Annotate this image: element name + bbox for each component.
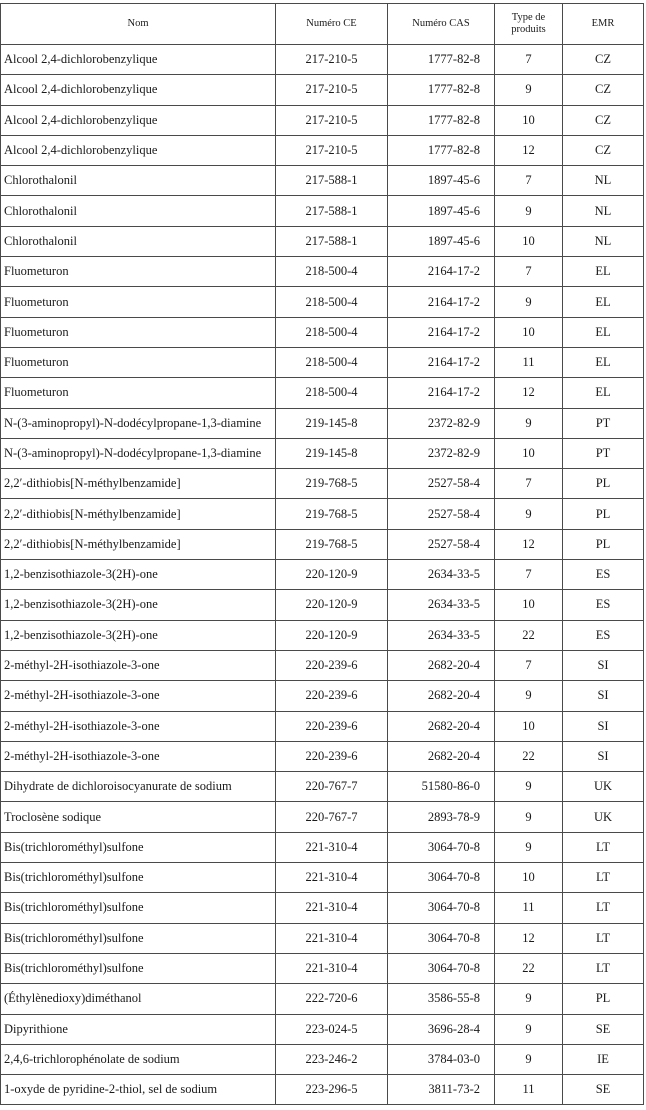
cell-nom: Fluometuron xyxy=(1,257,276,287)
table-row xyxy=(1,438,644,468)
cell-numero-ce: 218-500-4 xyxy=(276,257,388,287)
table-row xyxy=(1,681,644,711)
cell-nom: 1-oxyde de pyridine-2-thiol, sel de sodium xyxy=(1,1075,276,1105)
cell-type-produits: 22 xyxy=(495,741,563,771)
table-row xyxy=(1,984,644,1014)
table-row xyxy=(1,499,644,529)
cell-numero-cas: 2164-17-2 xyxy=(388,317,495,347)
cell-type-produits: 22 xyxy=(495,953,563,983)
table-row xyxy=(1,863,644,893)
cell-numero-ce: 219-145-8 xyxy=(276,438,388,468)
cell-numero-cas: 2893-78-9 xyxy=(388,802,495,832)
cell-type-produits: 10 xyxy=(495,226,563,256)
cell-emr: ES xyxy=(563,560,644,590)
header-numero-cas: Numéro CAS xyxy=(388,4,495,45)
cell-type-produits: 7 xyxy=(495,650,563,680)
table-row xyxy=(1,317,644,347)
cell-type-produits: 9 xyxy=(495,984,563,1014)
cell-emr: NL xyxy=(563,196,644,226)
table-row xyxy=(1,650,644,680)
cell-numero-cas: 2682-20-4 xyxy=(388,650,495,680)
cell-numero-ce: 217-210-5 xyxy=(276,135,388,165)
cell-numero-cas: 1897-45-6 xyxy=(388,226,495,256)
cell-emr: NL xyxy=(563,226,644,256)
cell-nom: Chlorothalonil xyxy=(1,196,276,226)
cell-emr: UK xyxy=(563,802,644,832)
cell-numero-cas: 1777-82-8 xyxy=(388,105,495,135)
cell-emr: CZ xyxy=(563,105,644,135)
cell-numero-cas: 2372-82-9 xyxy=(388,408,495,438)
table-row xyxy=(1,953,644,983)
header-numero-ce: Numéro CE xyxy=(276,4,388,45)
cell-numero-cas: 2527-58-4 xyxy=(388,499,495,529)
header-type-line1: Type de xyxy=(511,12,546,23)
cell-nom: Bis(trichlorométhyl)sulfone xyxy=(1,832,276,862)
cell-type-produits: 9 xyxy=(495,1044,563,1074)
table-row xyxy=(1,408,644,438)
cell-numero-cas: 2527-58-4 xyxy=(388,529,495,559)
cell-numero-ce: 220-120-9 xyxy=(276,590,388,620)
header-row xyxy=(1,4,644,45)
cell-emr: CZ xyxy=(563,135,644,165)
cell-numero-ce: 220-239-6 xyxy=(276,650,388,680)
table-row xyxy=(1,75,644,105)
table-row xyxy=(1,1044,644,1074)
cell-type-produits: 10 xyxy=(495,317,563,347)
table-row xyxy=(1,257,644,287)
cell-numero-ce: 217-210-5 xyxy=(276,105,388,135)
table-row xyxy=(1,347,644,377)
cell-type-produits: 10 xyxy=(495,438,563,468)
cell-numero-cas: 2682-20-4 xyxy=(388,711,495,741)
cell-nom: Fluometuron xyxy=(1,347,276,377)
cell-nom: 2-méthyl-2H-isothiazole-3-one xyxy=(1,650,276,680)
cell-type-produits: 11 xyxy=(495,347,563,377)
cell-nom: 2-méthyl-2H-isothiazole-3-one xyxy=(1,711,276,741)
cell-nom: Chlorothalonil xyxy=(1,226,276,256)
cell-type-produits: 10 xyxy=(495,711,563,741)
cell-nom: Dipyrithione xyxy=(1,1014,276,1044)
cell-emr: PT xyxy=(563,408,644,438)
cell-emr: LT xyxy=(563,893,644,923)
cell-type-produits: 9 xyxy=(495,196,563,226)
cell-nom: 1,2-benzisothiazole-3(2H)-one xyxy=(1,560,276,590)
cell-numero-ce: 217-210-5 xyxy=(276,75,388,105)
cell-nom: Bis(trichlorométhyl)sulfone xyxy=(1,893,276,923)
table-row xyxy=(1,711,644,741)
cell-emr: PT xyxy=(563,438,644,468)
cell-emr: EL xyxy=(563,287,644,317)
table-header xyxy=(1,4,644,45)
cell-numero-ce: 223-246-2 xyxy=(276,1044,388,1074)
table-row xyxy=(1,1014,644,1044)
table-row xyxy=(1,620,644,650)
cell-nom: Alcool 2,4-dichlorobenzylique xyxy=(1,45,276,75)
cell-numero-ce: 218-500-4 xyxy=(276,287,388,317)
cell-numero-ce: 220-767-7 xyxy=(276,802,388,832)
cell-numero-ce: 217-588-1 xyxy=(276,226,388,256)
header-nom: Nom xyxy=(1,4,276,45)
table-body xyxy=(1,45,644,1105)
cell-emr: IE xyxy=(563,1044,644,1074)
cell-numero-cas: 51580-86-0 xyxy=(388,772,495,802)
cell-emr: SI xyxy=(563,650,644,680)
cell-numero-cas: 3064-70-8 xyxy=(388,893,495,923)
cell-nom: 2-méthyl-2H-isothiazole-3-one xyxy=(1,741,276,771)
cell-numero-cas: 2164-17-2 xyxy=(388,257,495,287)
cell-type-produits: 22 xyxy=(495,620,563,650)
cell-type-produits: 9 xyxy=(495,802,563,832)
cell-numero-cas: 1897-45-6 xyxy=(388,196,495,226)
cell-numero-cas: 3784-03-0 xyxy=(388,1044,495,1074)
cell-nom: Bis(trichlorométhyl)sulfone xyxy=(1,953,276,983)
cell-type-produits: 9 xyxy=(495,75,563,105)
cell-nom: 2,2′-dithiobis[N-méthylbenzamide] xyxy=(1,469,276,499)
cell-numero-cas: 2372-82-9 xyxy=(388,438,495,468)
cell-numero-ce: 220-120-9 xyxy=(276,560,388,590)
cell-emr: UK xyxy=(563,772,644,802)
cell-numero-cas: 1777-82-8 xyxy=(388,135,495,165)
table-row xyxy=(1,923,644,953)
cell-type-produits: 7 xyxy=(495,560,563,590)
cell-type-produits: 11 xyxy=(495,1075,563,1105)
cell-type-produits: 9 xyxy=(495,772,563,802)
cell-nom: N-(3-aminopropyl)-N-dodécylpropane-1,3-diamine xyxy=(1,438,276,468)
cell-emr: LT xyxy=(563,923,644,953)
cell-numero-cas: 1897-45-6 xyxy=(388,166,495,196)
cell-emr: LT xyxy=(563,832,644,862)
cell-numero-cas: 3696-28-4 xyxy=(388,1014,495,1044)
table-row xyxy=(1,529,644,559)
cell-numero-cas: 3064-70-8 xyxy=(388,832,495,862)
cell-emr: NL xyxy=(563,166,644,196)
cell-emr: LT xyxy=(563,863,644,893)
header-type-line2: produits xyxy=(511,24,546,35)
cell-emr: CZ xyxy=(563,75,644,105)
cell-numero-cas: 2164-17-2 xyxy=(388,347,495,377)
table-row xyxy=(1,135,644,165)
cell-type-produits: 11 xyxy=(495,893,563,923)
cell-emr: PL xyxy=(563,984,644,1014)
cell-nom: 1,2-benzisothiazole-3(2H)-one xyxy=(1,620,276,650)
cell-nom: 2-méthyl-2H-isothiazole-3-one xyxy=(1,681,276,711)
cell-emr: SI xyxy=(563,711,644,741)
header-type-produits xyxy=(495,4,563,45)
cell-nom: N-(3-aminopropyl)-N-dodécylpropane-1,3-diamine xyxy=(1,408,276,438)
cell-nom: Alcool 2,4-dichlorobenzylique xyxy=(1,75,276,105)
cell-numero-ce: 220-120-9 xyxy=(276,620,388,650)
table-row xyxy=(1,832,644,862)
cell-numero-ce: 221-310-4 xyxy=(276,923,388,953)
cell-numero-cas: 2164-17-2 xyxy=(388,378,495,408)
cell-type-produits: 7 xyxy=(495,45,563,75)
cell-type-produits: 12 xyxy=(495,135,563,165)
cell-nom: (Éthylènedioxy)diméthanol xyxy=(1,984,276,1014)
table-row xyxy=(1,893,644,923)
cell-type-produits: 9 xyxy=(495,681,563,711)
cell-nom: Fluometuron xyxy=(1,287,276,317)
cell-emr: CZ xyxy=(563,45,644,75)
cell-numero-ce: 219-768-5 xyxy=(276,529,388,559)
cell-numero-cas: 2682-20-4 xyxy=(388,741,495,771)
cell-numero-ce: 217-588-1 xyxy=(276,166,388,196)
cell-nom: Dihydrate de dichloroisocyanurate de sodium xyxy=(1,772,276,802)
cell-numero-ce: 218-500-4 xyxy=(276,378,388,408)
cell-numero-ce: 219-768-5 xyxy=(276,499,388,529)
cell-emr: ES xyxy=(563,620,644,650)
cell-numero-cas: 1777-82-8 xyxy=(388,45,495,75)
table-row xyxy=(1,1075,644,1105)
cell-numero-cas: 3586-55-8 xyxy=(388,984,495,1014)
cell-numero-cas: 2634-33-5 xyxy=(388,560,495,590)
cell-nom: 1,2-benzisothiazole-3(2H)-one xyxy=(1,590,276,620)
cell-numero-ce: 218-500-4 xyxy=(276,347,388,377)
cell-nom: 2,4,6-trichlorophénolate de sodium xyxy=(1,1044,276,1074)
cell-emr: PL xyxy=(563,469,644,499)
cell-type-produits: 12 xyxy=(495,923,563,953)
cell-nom: 2,2′-dithiobis[N-méthylbenzamide] xyxy=(1,499,276,529)
table-row xyxy=(1,590,644,620)
cell-type-produits: 9 xyxy=(495,499,563,529)
table-row xyxy=(1,802,644,832)
cell-numero-ce: 221-310-4 xyxy=(276,893,388,923)
cell-emr: SI xyxy=(563,681,644,711)
cell-numero-cas: 3064-70-8 xyxy=(388,953,495,983)
cell-type-produits: 9 xyxy=(495,1014,563,1044)
cell-type-produits: 7 xyxy=(495,257,563,287)
substances-table xyxy=(0,3,644,1105)
cell-numero-cas: 2634-33-5 xyxy=(388,620,495,650)
table-row xyxy=(1,45,644,75)
table-row xyxy=(1,287,644,317)
cell-emr: EL xyxy=(563,378,644,408)
cell-numero-ce: 218-500-4 xyxy=(276,317,388,347)
cell-type-produits: 9 xyxy=(495,287,563,317)
cell-nom: Bis(trichlorométhyl)sulfone xyxy=(1,923,276,953)
cell-nom: Chlorothalonil xyxy=(1,166,276,196)
cell-numero-ce: 223-296-5 xyxy=(276,1075,388,1105)
cell-numero-ce: 221-310-4 xyxy=(276,953,388,983)
table-row xyxy=(1,772,644,802)
cell-nom: Bis(trichlorométhyl)sulfone xyxy=(1,863,276,893)
cell-emr: EL xyxy=(563,257,644,287)
cell-emr: PL xyxy=(563,499,644,529)
cell-numero-ce: 220-239-6 xyxy=(276,681,388,711)
table-row xyxy=(1,741,644,771)
cell-numero-cas: 3811-73-2 xyxy=(388,1075,495,1105)
table-row xyxy=(1,226,644,256)
cell-nom: 2,2′-dithiobis[N-méthylbenzamide] xyxy=(1,529,276,559)
table-row xyxy=(1,196,644,226)
cell-numero-ce: 217-210-5 xyxy=(276,45,388,75)
cell-numero-cas: 3064-70-8 xyxy=(388,863,495,893)
cell-emr: LT xyxy=(563,953,644,983)
cell-nom: Troclosène sodique xyxy=(1,802,276,832)
cell-numero-ce: 219-145-8 xyxy=(276,408,388,438)
cell-emr: SI xyxy=(563,741,644,771)
cell-numero-ce: 219-768-5 xyxy=(276,469,388,499)
cell-type-produits: 12 xyxy=(495,529,563,559)
cell-nom: Fluometuron xyxy=(1,317,276,347)
cell-emr: EL xyxy=(563,317,644,347)
cell-emr: SE xyxy=(563,1075,644,1105)
cell-type-produits: 10 xyxy=(495,105,563,135)
cell-type-produits: 7 xyxy=(495,469,563,499)
cell-nom: Fluometuron xyxy=(1,378,276,408)
table-row xyxy=(1,105,644,135)
cell-numero-ce: 220-239-6 xyxy=(276,741,388,771)
cell-numero-ce: 223-024-5 xyxy=(276,1014,388,1044)
table-row xyxy=(1,469,644,499)
document-page xyxy=(0,3,644,1105)
cell-emr: ES xyxy=(563,590,644,620)
cell-type-produits: 10 xyxy=(495,590,563,620)
cell-numero-cas: 2164-17-2 xyxy=(388,287,495,317)
cell-type-produits: 10 xyxy=(495,863,563,893)
header-emr: EMR xyxy=(563,4,644,45)
table-row xyxy=(1,166,644,196)
cell-numero-ce: 222-720-6 xyxy=(276,984,388,1014)
cell-type-produits: 9 xyxy=(495,832,563,862)
cell-type-produits: 9 xyxy=(495,408,563,438)
cell-numero-ce: 220-767-7 xyxy=(276,772,388,802)
table-row xyxy=(1,560,644,590)
cell-type-produits: 7 xyxy=(495,166,563,196)
cell-numero-ce: 220-239-6 xyxy=(276,711,388,741)
table-row xyxy=(1,378,644,408)
cell-numero-ce: 221-310-4 xyxy=(276,832,388,862)
cell-emr: EL xyxy=(563,347,644,377)
cell-numero-cas: 2527-58-4 xyxy=(388,469,495,499)
cell-nom: Alcool 2,4-dichlorobenzylique xyxy=(1,135,276,165)
cell-numero-cas: 3064-70-8 xyxy=(388,923,495,953)
cell-nom: Alcool 2,4-dichlorobenzylique xyxy=(1,105,276,135)
cell-numero-cas: 2634-33-5 xyxy=(388,590,495,620)
cell-numero-cas: 2682-20-4 xyxy=(388,681,495,711)
cell-numero-ce: 221-310-4 xyxy=(276,863,388,893)
cell-emr: SE xyxy=(563,1014,644,1044)
cell-type-produits: 12 xyxy=(495,378,563,408)
cell-emr: PL xyxy=(563,529,644,559)
cell-numero-ce: 217-588-1 xyxy=(276,196,388,226)
cell-numero-cas: 1777-82-8 xyxy=(388,75,495,105)
